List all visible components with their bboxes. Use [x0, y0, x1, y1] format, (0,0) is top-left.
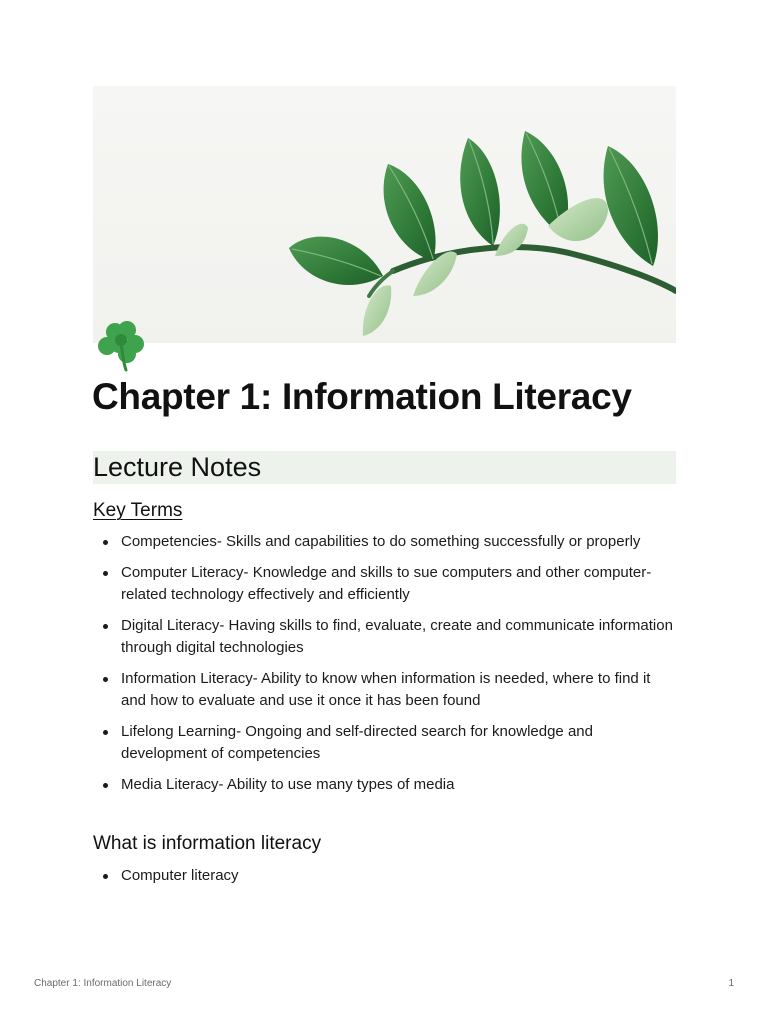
list-item-text: Digital Literacy- Having skills to find, evaluate, create and communicate information through digital technologies — [121, 617, 673, 656]
footer-page-number: 1 — [728, 978, 734, 989]
list-item-text: Information Literacy- Ability to know when information is needed, where to find it and how to evaluate and use it once it has been found — [121, 670, 651, 709]
list-item-text: Computer Literacy- Knowledge and skills to sue computers and other computer-related technology effectively and efficiently — [121, 564, 652, 603]
key-terms-heading: Key Terms — [93, 500, 183, 521]
bullet-icon — [103, 624, 108, 629]
list-item — [93, 615, 676, 659]
list-item — [93, 774, 676, 796]
list-item-text: Lifelong Learning- Ongoing and self-directed search for knowledge and development of competencies — [121, 723, 593, 762]
lecture-notes-heading: Lecture Notes — [93, 452, 262, 482]
bullet-icon — [103, 874, 108, 879]
page-title: Chapter 1: Information Literacy — [92, 376, 632, 417]
list-item — [93, 721, 676, 765]
list-item-text: Media Literacy- Ability to use many types of media — [121, 776, 455, 793]
bullet-icon — [103, 571, 108, 576]
leaf-branch-illustration — [93, 86, 676, 343]
bullet-icon — [103, 677, 108, 682]
key-terms-list — [93, 531, 676, 805]
list-item — [93, 865, 676, 887]
list-item — [93, 668, 676, 712]
four-leaf-clover-icon — [93, 318, 153, 372]
what-is-heading: What is information literacy — [93, 833, 322, 854]
list-item — [93, 562, 676, 606]
bullet-icon — [103, 540, 108, 545]
list-item — [93, 531, 676, 553]
lecture-notes-heading-block — [93, 451, 676, 484]
footer-document-title: Chapter 1: Information Literacy — [34, 978, 172, 989]
bullet-icon — [103, 783, 108, 788]
bullet-icon — [103, 730, 108, 735]
list-item-text: Computer literacy — [121, 867, 239, 884]
what-is-list — [93, 865, 676, 896]
cover-image — [93, 86, 676, 343]
list-item-text: Competencies- Skills and capabilities to do something successfully or properly — [121, 533, 641, 550]
